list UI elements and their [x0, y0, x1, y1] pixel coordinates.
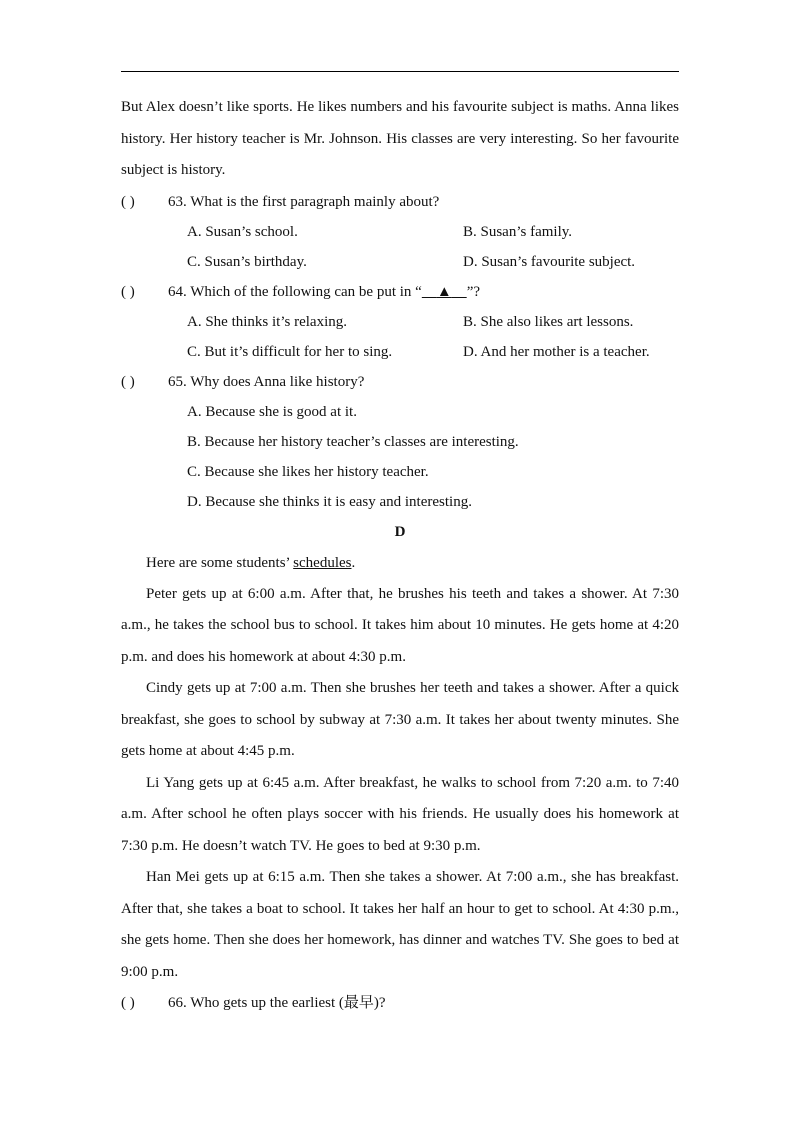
schedule-paragraph-han-mei: Han Mei gets up at 6:15 a.m. Then she takes a shower. At 7:00 a.m., she has breakfast. After that, she takes a boat to school. It takes her half an hour to get to school. At 4:30 p.m., she gets home. Then she does her homework, has dinner and watches TV. She goes to bed at 9:00 p.m.: [121, 869, 679, 980]
option-a: A. Susan’s school.: [187, 223, 298, 240]
options-row: [121, 307, 679, 337]
option-d: D. And her mother is a teacher.: [463, 343, 650, 360]
options-row: [121, 217, 679, 247]
option-c: C. But it’s difficult for her to sing.: [187, 343, 393, 360]
page-content: [121, 92, 679, 1018]
section-intro: Here are some students’ schedules.: [146, 554, 356, 571]
passage-c-ending: But Alex doesn’t like sports. He likes numbers and his favourite subject is maths. Anna likes history. Her history teacher is Mr. Johnson. His classes are very interesting. So her favourite subject is history.: [121, 99, 679, 178]
option-c: C. Because she likes her history teacher.: [187, 463, 429, 480]
question-65: [121, 367, 679, 397]
option-d: D. Susan’s favourite subject.: [463, 253, 636, 270]
schedule-paragraph-cindy: Cindy gets up at 7:00 a.m. Then she brushes her teeth and takes a shower. After a quick breakfast, she goes to school by subway at 7:30 a.m. It takes her about twenty minutes. She gets home at about 4:45 p.m.: [121, 680, 679, 759]
option-b: B. She also likes art lessons.: [463, 313, 634, 330]
answer-paren: ( ): [121, 995, 135, 1011]
section-title: D: [394, 523, 406, 540]
option-b: B. Because her history teacher’s classes are interesting.: [187, 433, 519, 450]
question-66: [121, 988, 679, 1018]
question-text-end: ”?: [466, 283, 481, 300]
question-text: 66. Who gets up the earliest (最早)?: [168, 995, 386, 1011]
question-64: [121, 277, 679, 307]
question-text: 65. Why does Anna like history?: [168, 373, 365, 390]
question-text: 64. Which of the following can be put in “: [168, 283, 422, 300]
option-b: B. Susan’s family.: [463, 223, 573, 240]
question-text: 63. What is the first paragraph mainly about?: [168, 193, 440, 210]
header-rule: [121, 71, 679, 72]
option-a: A. She thinks it’s relaxing.: [187, 313, 347, 330]
option-d: D. Because she thinks it is easy and interesting.: [187, 493, 472, 510]
option-c: C. Susan’s birthday.: [187, 253, 307, 270]
option-a: A. Because she is good at it.: [187, 403, 357, 420]
options-row: [121, 337, 679, 367]
options-row: [121, 247, 679, 277]
schedule-paragraph-li-yang: Li Yang gets up at 6:45 a.m. After breakfast, he walks to school from 7:20 a.m. to 7:40 a.m. After school he often plays soccer with his friends. He usually does his homework at 7:30 p.m. He doesn’t watch TV. He goes to bed at 9:30 p.m.: [121, 774, 679, 854]
answer-paren: ( ): [121, 283, 135, 300]
question-63: [121, 187, 679, 217]
underlined-word: schedules: [293, 554, 352, 571]
answer-paren: ( ): [121, 193, 135, 210]
answer-paren: ( ): [121, 373, 135, 390]
schedule-paragraph-peter: Peter gets up at 6:00 a.m. After that, he brushes his teeth and takes a shower. At 7:30 a.m., he takes the school bus to school. It takes him about 10 minutes. He gets home at 4:20 p.m. and does his homework at about 4:30 p.m.: [121, 585, 679, 665]
blank-placeholder: ▲: [436, 283, 452, 300]
